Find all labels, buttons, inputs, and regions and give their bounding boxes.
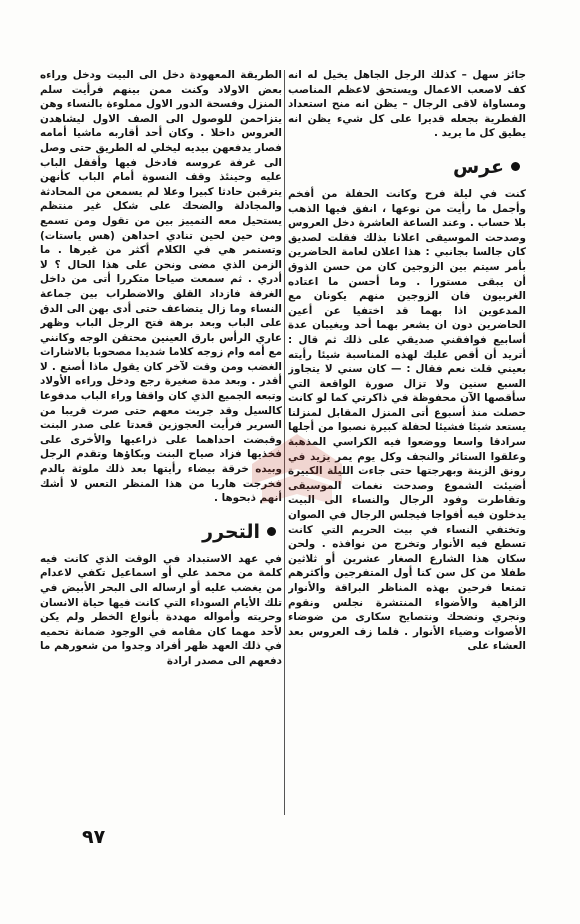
urs-section-body: كنت في ليلة فرح وكانت الحفلة من أفخم وأجمل ما رأيت من نوعها ، انفق فيها الذهب بلا حساب . وعند الساعة العاشرة دخل العروس وصدحت الموسيقى اعلانا بذلك فقلت لصديق كان جالسا بجانبي : هذا اعلان لعامة الحاضرين بأمر سيتم بين الزوجين كان من حسن الذوق أن يبقى مستورا . وما أحسن ما اعتاده الغربيون فان الزوجين منهم يكونان مع المدعوين اذا بهما قد اختفيا عن أعين الحاضرين دون ان يشعر بهما أحد ويغيبان عدة أسابيع فوافقني صديقي على ذلك ثم قال : أتريد أن أقص عليك لهذه المناسبة شيئا رأيته بعيني قلت نعم فقال : — كان سني لا يتجاوز السبع سنين ولا تزال صورة الواقعة التي سأقصها الآن محفوظة في ذاكرتي كما لو كانت حصلت منذ أسبوع أتى المنزل المقابل لمنزلنا يستعد شيئا فشيئا لحفلة كبيرة نصبوا من أجلها سرادقا واسعا ووضعوا فيه الكراسي المذهبة وعلقوا الستائر والنجف وكل يوم يمر يزيد في رونق الزينة وبهرجتها حتى جاءت الليلة الكبيرة أضيئت الشموع وصدحت نغمات الموسيقى وتقاطرت وفود الرجال والنساء الى البيت يدخلون فيه أفواجا فيجلس الرجال في الصوان وتختفي النساء في بيت الحريم التي كانت تسطع فيه الأنوار وتخرج من نوافذه . ولحن سكان هذا الشارع الصغار عشرين أو ثلاثين طفلا من كل سن كنا أول المتفرجين وأكثرهم تمتعا فرحين بهذه المناظر البراقة والأنوار الزاهية والأضواء المنتشرة نجلس ونقوم ونجري ونضحك ونتصايح سكارى من ضوضاء الأصوات وضياء الأنوار . فلما زف العروس بعد العشاء على [288, 187, 526, 653]
archive-watermark-logo-icon [222, 424, 372, 519]
page-number: ٩٧ [82, 826, 106, 848]
section-title-urs: عرس [452, 155, 504, 178]
right-column-intro-paragraph: جائز سهل – كذلك الرجل الجاهل يخيل له انه كف لاصعب الاعمال ويستحق لاعظم المناصب ومساواة لاقى الرجال – يظن انه منح استعداد الفطرية بجعله قديرا على كل شيء يظن انه يطيق كل ما يريد . [288, 69, 526, 140]
section-heading-tahrur [40, 520, 282, 544]
tahrur-section-body: في عهد الاستبداد في الوقت الذي كانت فيه كلمة من محمد علي أو اسماعيل تكفي لاعدام من يغضب عليه أو ارساله الى البحر الأبيض في تلك الأيام السوداء التي كانت فيها حياة الانسان وحريته وأمواله مهددة بأنواع الخطر ولم يكن لأحد مهما كان مقامه في الوجود ضمانة تحميه في ذلك العهد ظهر أفراد وجدوا من شعورهم ما دفعهم الى مصدر ارادة [40, 552, 282, 667]
section-heading-urs [288, 155, 526, 179]
left-column-continued-paragraph: الطريقة المعهودة دخل الى البيت ودخل وراءه بعض الاولاد وكنت ممن بينهم فرأيت سلم المنزل وفسحة الدور الاول مملوءة بالنساء وهن يتزاحمن للوصول الى الصف الاول ليشاهدن العروس داخلا . وكان أحد أقاربه ماشيا أمامه فصار يدفعهن بيديه ليخلي له الطريق حتى وصل الى غرفة عروسه فادخل فيها وأقفل الباب عليه وحينئذ وقف النسوة أمام الباب كأنهن يترقبن حادثا كبيرا وعلا لم يسمعن من المحادثة والمجادلة والضحك على شكل غير منتظم يستحيل معه التمييز بين من تقول ومن تسمع ومن حين لحين تنادي احداهن (هس ياستات) وتستمر هي في الكلام أكثر من غيرها . ما الزمن الذي مضى ونحن على هذا الحال ؟ لا أدري . ثم سمعت صياحا متكررا أتى من داخل الغرفة فازداد القلق والاضطراب بين جماعة النساء وما زال يتضاعف حتى أدى بهن الى الدق على الباب وبعد برهة فتح الرجل الباب وظهر عاري الرأس بارق العينين محتقن الوجه وكانني مع أمه وام زوجه كلاما شديدا مصحوبا بالاشارات الغضب ومن وقت لآخر كان يقول ماذا أصنع . لا أقدر . وبعد مدة صغيرة رجع ودخل وراءه الأولاد وتبعه الجميع الذي كان واقفا وراء الباب مدفوعا كالسيل وقد جريت معهم حتى صرت قريبا من السرير فرأيت العجوزين قعدتا على صدر البنت وقبضت احداهما على ذراعيها والأخرى على فخذيها فزاد صياح البنت وبكاؤها وتقدم الرجل وبيده خرقة بيضاء رأيتها بعد ذلك ملوثة بالدم فخرجت هاربا من هذا المنظر التعس لا أشك أنهم ذبحوها . [40, 69, 282, 505]
heading-bullet-icon [511, 162, 520, 171]
heading-bullet-icon [267, 527, 276, 536]
section-title-tahrur: التحرر [202, 520, 260, 543]
